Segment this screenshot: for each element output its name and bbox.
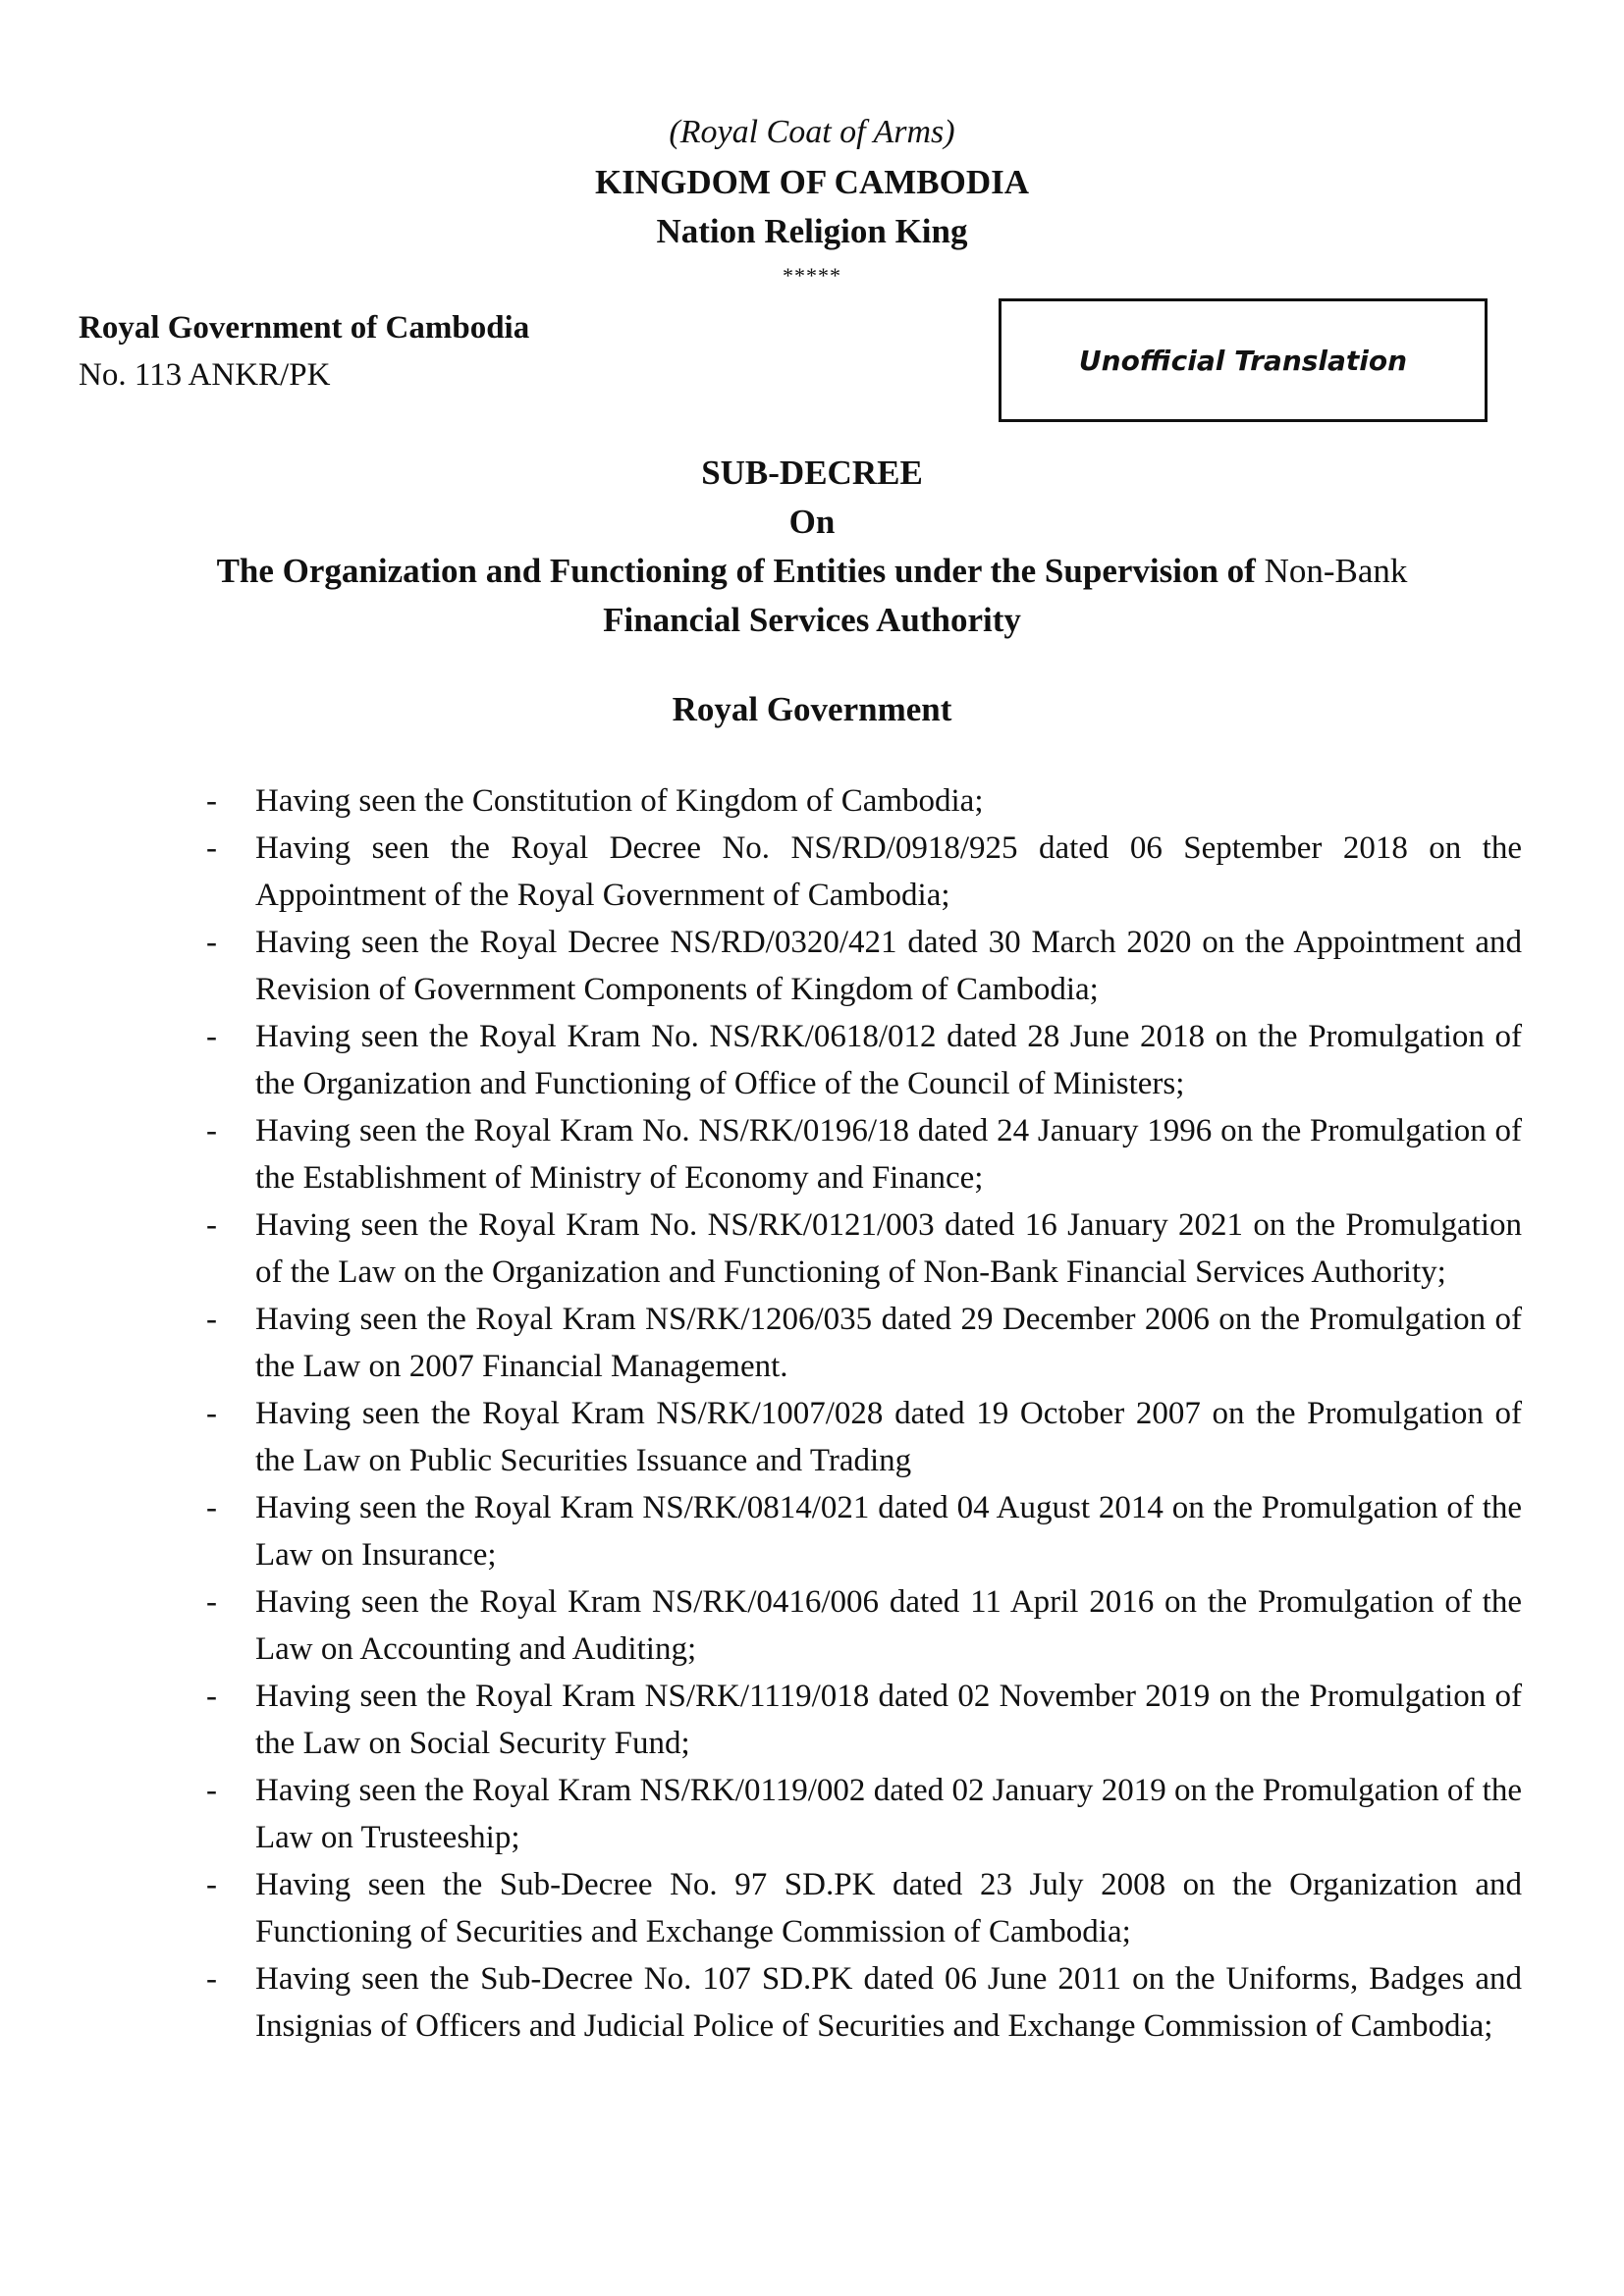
dash-bullet: - xyxy=(206,1019,217,1054)
recital-item xyxy=(206,825,1522,919)
section-heading: Royal Government xyxy=(672,690,952,728)
recital-item xyxy=(206,1296,1522,1390)
recital-text: Having seen the Constitution of Kingdom of Cambodia; xyxy=(255,783,984,819)
recital-item xyxy=(206,1107,1522,1201)
translation-note: Unofficial Translation xyxy=(1078,344,1408,377)
dash-bullet: - xyxy=(206,783,217,819)
recital-text: Having seen the Royal Kram No. NS/RK/0196/18 dated 24 January 1996 on the Promulgation of the Establishment of Ministry of Economy and Finance; xyxy=(255,1113,1522,1196)
dash-bullet: - xyxy=(206,1584,217,1620)
recital-text: Having seen the Royal Kram No. NS/RK/0618/012 dated 28 June 2018 on the Promulgation of the Organization and Functioning of Office of the Council of Ministers; xyxy=(255,1019,1522,1101)
recital-text: Having seen the Sub-Decree No. 107 SD.PK dated 06 June 2011 on the Uniforms, Badges and Insignias of Officers and Judicial Police of Securities and Exchange Commission of Cambodia; xyxy=(255,1961,1522,2044)
kingdom-heading: KINGDOM OF CAMBODIA xyxy=(594,163,1029,201)
translation-note-box xyxy=(999,298,1488,422)
dash-bullet: - xyxy=(206,1490,217,1525)
dash-bullet: - xyxy=(206,830,217,866)
recital-text: Having seen the Royal Kram NS/RK/1119/018 dated 02 November 2019 on the Promulgation of the Law on Social Security Fund; xyxy=(255,1679,1522,1761)
recital-text: Having seen the Royal Kram NS/RK/0416/006 dated 11 April 2016 on the Promulgation of the Law on Accounting and Auditing; xyxy=(255,1584,1522,1667)
recitals-list xyxy=(206,777,1522,2050)
decorative-stars: ***** xyxy=(783,263,841,288)
recital-text: Having seen the Royal Decree No. NS/RD/0918/925 dated 06 September 2018 on the Appointment of the Royal Government of Cambodia; xyxy=(255,830,1522,913)
recital-item xyxy=(206,1578,1522,1673)
recital-item xyxy=(206,1767,1522,1861)
dash-bullet: - xyxy=(206,1113,217,1148)
title-line-3 xyxy=(0,552,1624,591)
decree-number: No. 113 ANKR/PK xyxy=(79,357,331,393)
dash-bullet: - xyxy=(206,1961,217,1997)
recital-text: Having seen the Royal Kram NS/RK/0119/002 dated 02 January 2019 on the Promulgation of the Law on Trusteeship; xyxy=(255,1773,1522,1855)
recital-item xyxy=(206,777,1522,825)
recital-text: Having seen the Royal Kram NS/RK/1206/035 dated 29 December 2006 on the Promulgation of the Law on 2007 Financial Management. xyxy=(255,1302,1522,1384)
dash-bullet: - xyxy=(206,1773,217,1808)
recital-item xyxy=(206,919,1522,1013)
recital-text: Having seen the Royal Kram NS/RK/0814/021 dated 04 August 2014 on the Promulgation of the Law on Insurance; xyxy=(255,1490,1522,1573)
title-line-2: On xyxy=(788,503,836,541)
recital-text: Having seen the Royal Decree NS/RD/0320/421 dated 30 March 2020 on the Appointment and Revision of Government Components of Kingdom of Cambodia; xyxy=(255,925,1522,1007)
dash-bullet: - xyxy=(206,1207,217,1243)
title-line-1: SUB-DECREE xyxy=(701,454,923,492)
dash-bullet: - xyxy=(206,1679,217,1714)
recital-text: Having seen the Sub-Decree No. 97 SD.PK dated 23 July 2008 on the Organization and Functioning of Securities and Exchange Commission of Cambodia; xyxy=(255,1867,1522,1949)
issuer-name: Royal Government of Cambodia xyxy=(79,310,530,346)
title-line-3-rest: Non-Bank xyxy=(1264,552,1408,590)
recital-item xyxy=(206,1955,1522,2050)
dash-bullet: - xyxy=(206,925,217,960)
recital-item xyxy=(206,1673,1522,1767)
recital-text: Having seen the Royal Kram No. NS/RK/0121/003 dated 16 January 2021 on the Promulgation of the Law on the Organization and Functioning of Non-Bank Financial Services Authority; xyxy=(255,1207,1522,1290)
coat-of-arms-note: (Royal Coat of Arms) xyxy=(669,114,955,150)
recital-item xyxy=(206,1861,1522,1955)
dash-bullet: - xyxy=(206,1396,217,1431)
national-motto: Nation Religion King xyxy=(656,212,968,250)
recital-text: Having seen the Royal Kram NS/RK/1007/028 dated 19 October 2007 on the Promulgation of the Law on Public Securities Issuance and Trading xyxy=(255,1396,1522,1478)
recital-item xyxy=(206,1201,1522,1296)
recital-item xyxy=(206,1390,1522,1484)
recital-item xyxy=(206,1013,1522,1107)
dash-bullet: - xyxy=(206,1867,217,1902)
dash-bullet: - xyxy=(206,1302,217,1337)
title-line-3-bold: The Organization and Functioning of Entities under the Supervision of xyxy=(216,552,1256,590)
recital-item xyxy=(206,1484,1522,1578)
title-line-4: Financial Services Authority xyxy=(603,601,1021,639)
